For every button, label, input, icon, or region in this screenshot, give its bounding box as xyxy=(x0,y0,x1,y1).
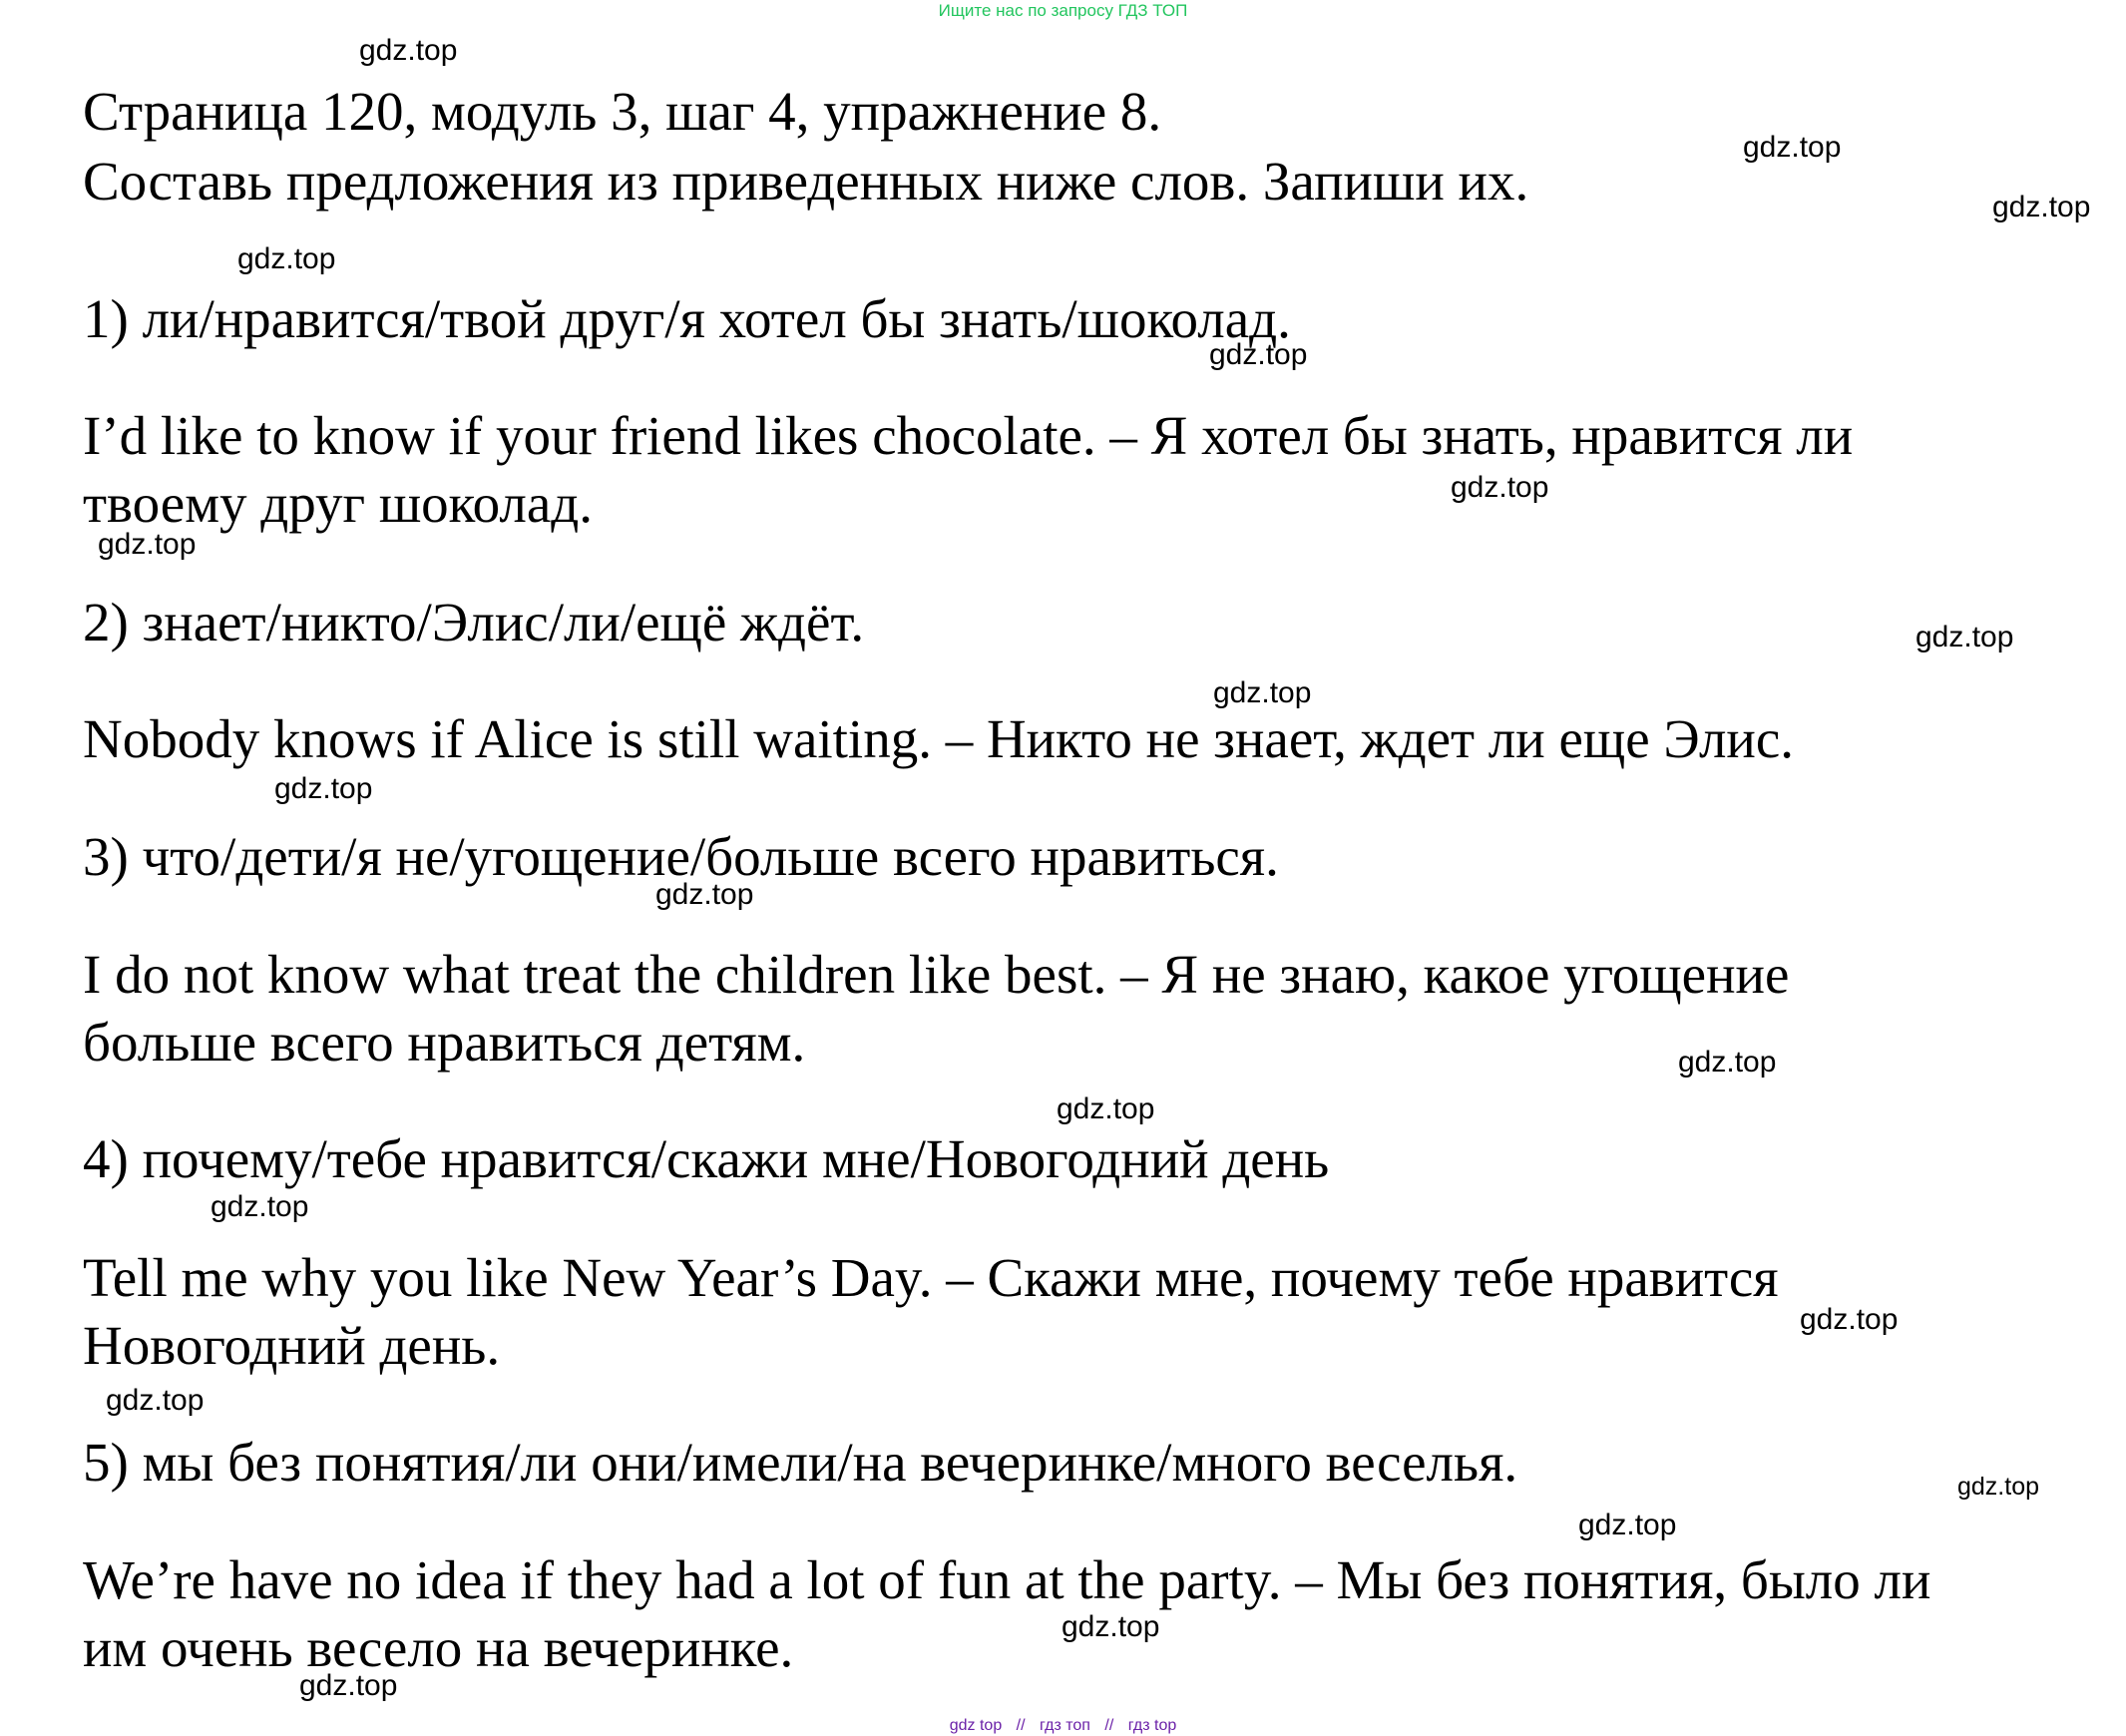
exercise-5-prompt: 5) мы без понятия/ли они/имели/на вечеринке/много веселья. xyxy=(83,1432,1518,1493)
exercise-2-answer-line-1: Nobody knows if Alice is still waiting. – Никто не знает, ждет ли еще Элис. xyxy=(83,708,1794,769)
watermark: gdz.top xyxy=(1213,676,1312,709)
watermark: gdz.top xyxy=(1957,1473,2040,1501)
watermark: gdz.top xyxy=(359,34,458,67)
watermark: gdz.top xyxy=(299,1669,398,1702)
watermark: gdz.top xyxy=(211,1190,309,1223)
instruction-text: Составь предложения из приведенных ниже слов. Запиши их. xyxy=(83,151,1529,212)
exercise-3-answer-line-2: больше всего нравиться детям. xyxy=(83,1012,806,1073)
exercise-1-answer-line-1: I’d like to know if your friend likes chocolate. – Я хотел бы знать, нравится ли xyxy=(83,405,1854,466)
footer-separator: // xyxy=(1016,1717,1026,1734)
watermark: gdz.top xyxy=(1209,338,1308,371)
watermark: gdz.top xyxy=(1743,131,1842,164)
watermark: gdz.top xyxy=(1678,1046,1777,1079)
watermark: gdz.top xyxy=(1062,1610,1160,1643)
watermark: gdz.top xyxy=(1800,1303,1899,1336)
watermark: gdz.top xyxy=(655,878,754,911)
exercise-1-answer-line-2: твоему друг шоколад. xyxy=(83,473,593,534)
exercise-2-prompt: 2) знает/никто/Элис/ли/ещё ждёт. xyxy=(83,592,865,652)
watermark: gdz.top xyxy=(1992,191,2091,223)
exercise-5-answer-line-2: им очень весело на вечеринке. xyxy=(83,1617,794,1678)
watermark: gdz.top xyxy=(1578,1509,1677,1541)
footer-item: gdz top xyxy=(949,1717,1003,1734)
footer-separator: // xyxy=(1104,1717,1114,1734)
watermark: gdz.top xyxy=(274,772,373,805)
watermark: gdz.top xyxy=(106,1384,205,1417)
watermark: gdz.top xyxy=(1451,471,1549,504)
watermark: gdz.top xyxy=(237,242,336,275)
exercise-4-prompt: 4) почему/тебе нравится/скажи мне/Новогодний день xyxy=(83,1128,1330,1189)
page-heading: Страница 120, модуль 3, шаг 4, упражнение 8. xyxy=(83,81,1162,142)
watermark: gdz.top xyxy=(98,528,197,561)
watermark: gdz.top xyxy=(1915,621,2014,653)
footer-links xyxy=(0,1716,2126,1736)
exercise-3-answer-line-1: I do not know what treat the children like best. – Я не знаю, какое угощение xyxy=(83,944,1790,1005)
search-banner: Ищите нас по запросу ГДЗ ТОП xyxy=(938,1,1188,20)
exercise-3-prompt: 3) что/дети/я не/угощение/больше всего нравиться. xyxy=(83,826,1279,887)
exercise-4-answer-line-2: Новогодний день. xyxy=(83,1315,501,1376)
watermark: gdz.top xyxy=(1057,1092,1155,1125)
exercise-5-answer-line-1: We’re have no idea if they had a lot of fun at the party. – Мы без понятия, было ли xyxy=(83,1549,1931,1610)
exercise-1-prompt: 1) ли/нравится/твой друг/я хотел бы знать/шоколад. xyxy=(83,288,1291,349)
footer-item: гдз топ xyxy=(1040,1717,1090,1734)
exercise-4-answer-line-1: Tell me why you like New Year’s Day. – Скажи мне, почему тебе нравится xyxy=(83,1247,1779,1308)
footer-item: гдз top xyxy=(1127,1717,1177,1734)
